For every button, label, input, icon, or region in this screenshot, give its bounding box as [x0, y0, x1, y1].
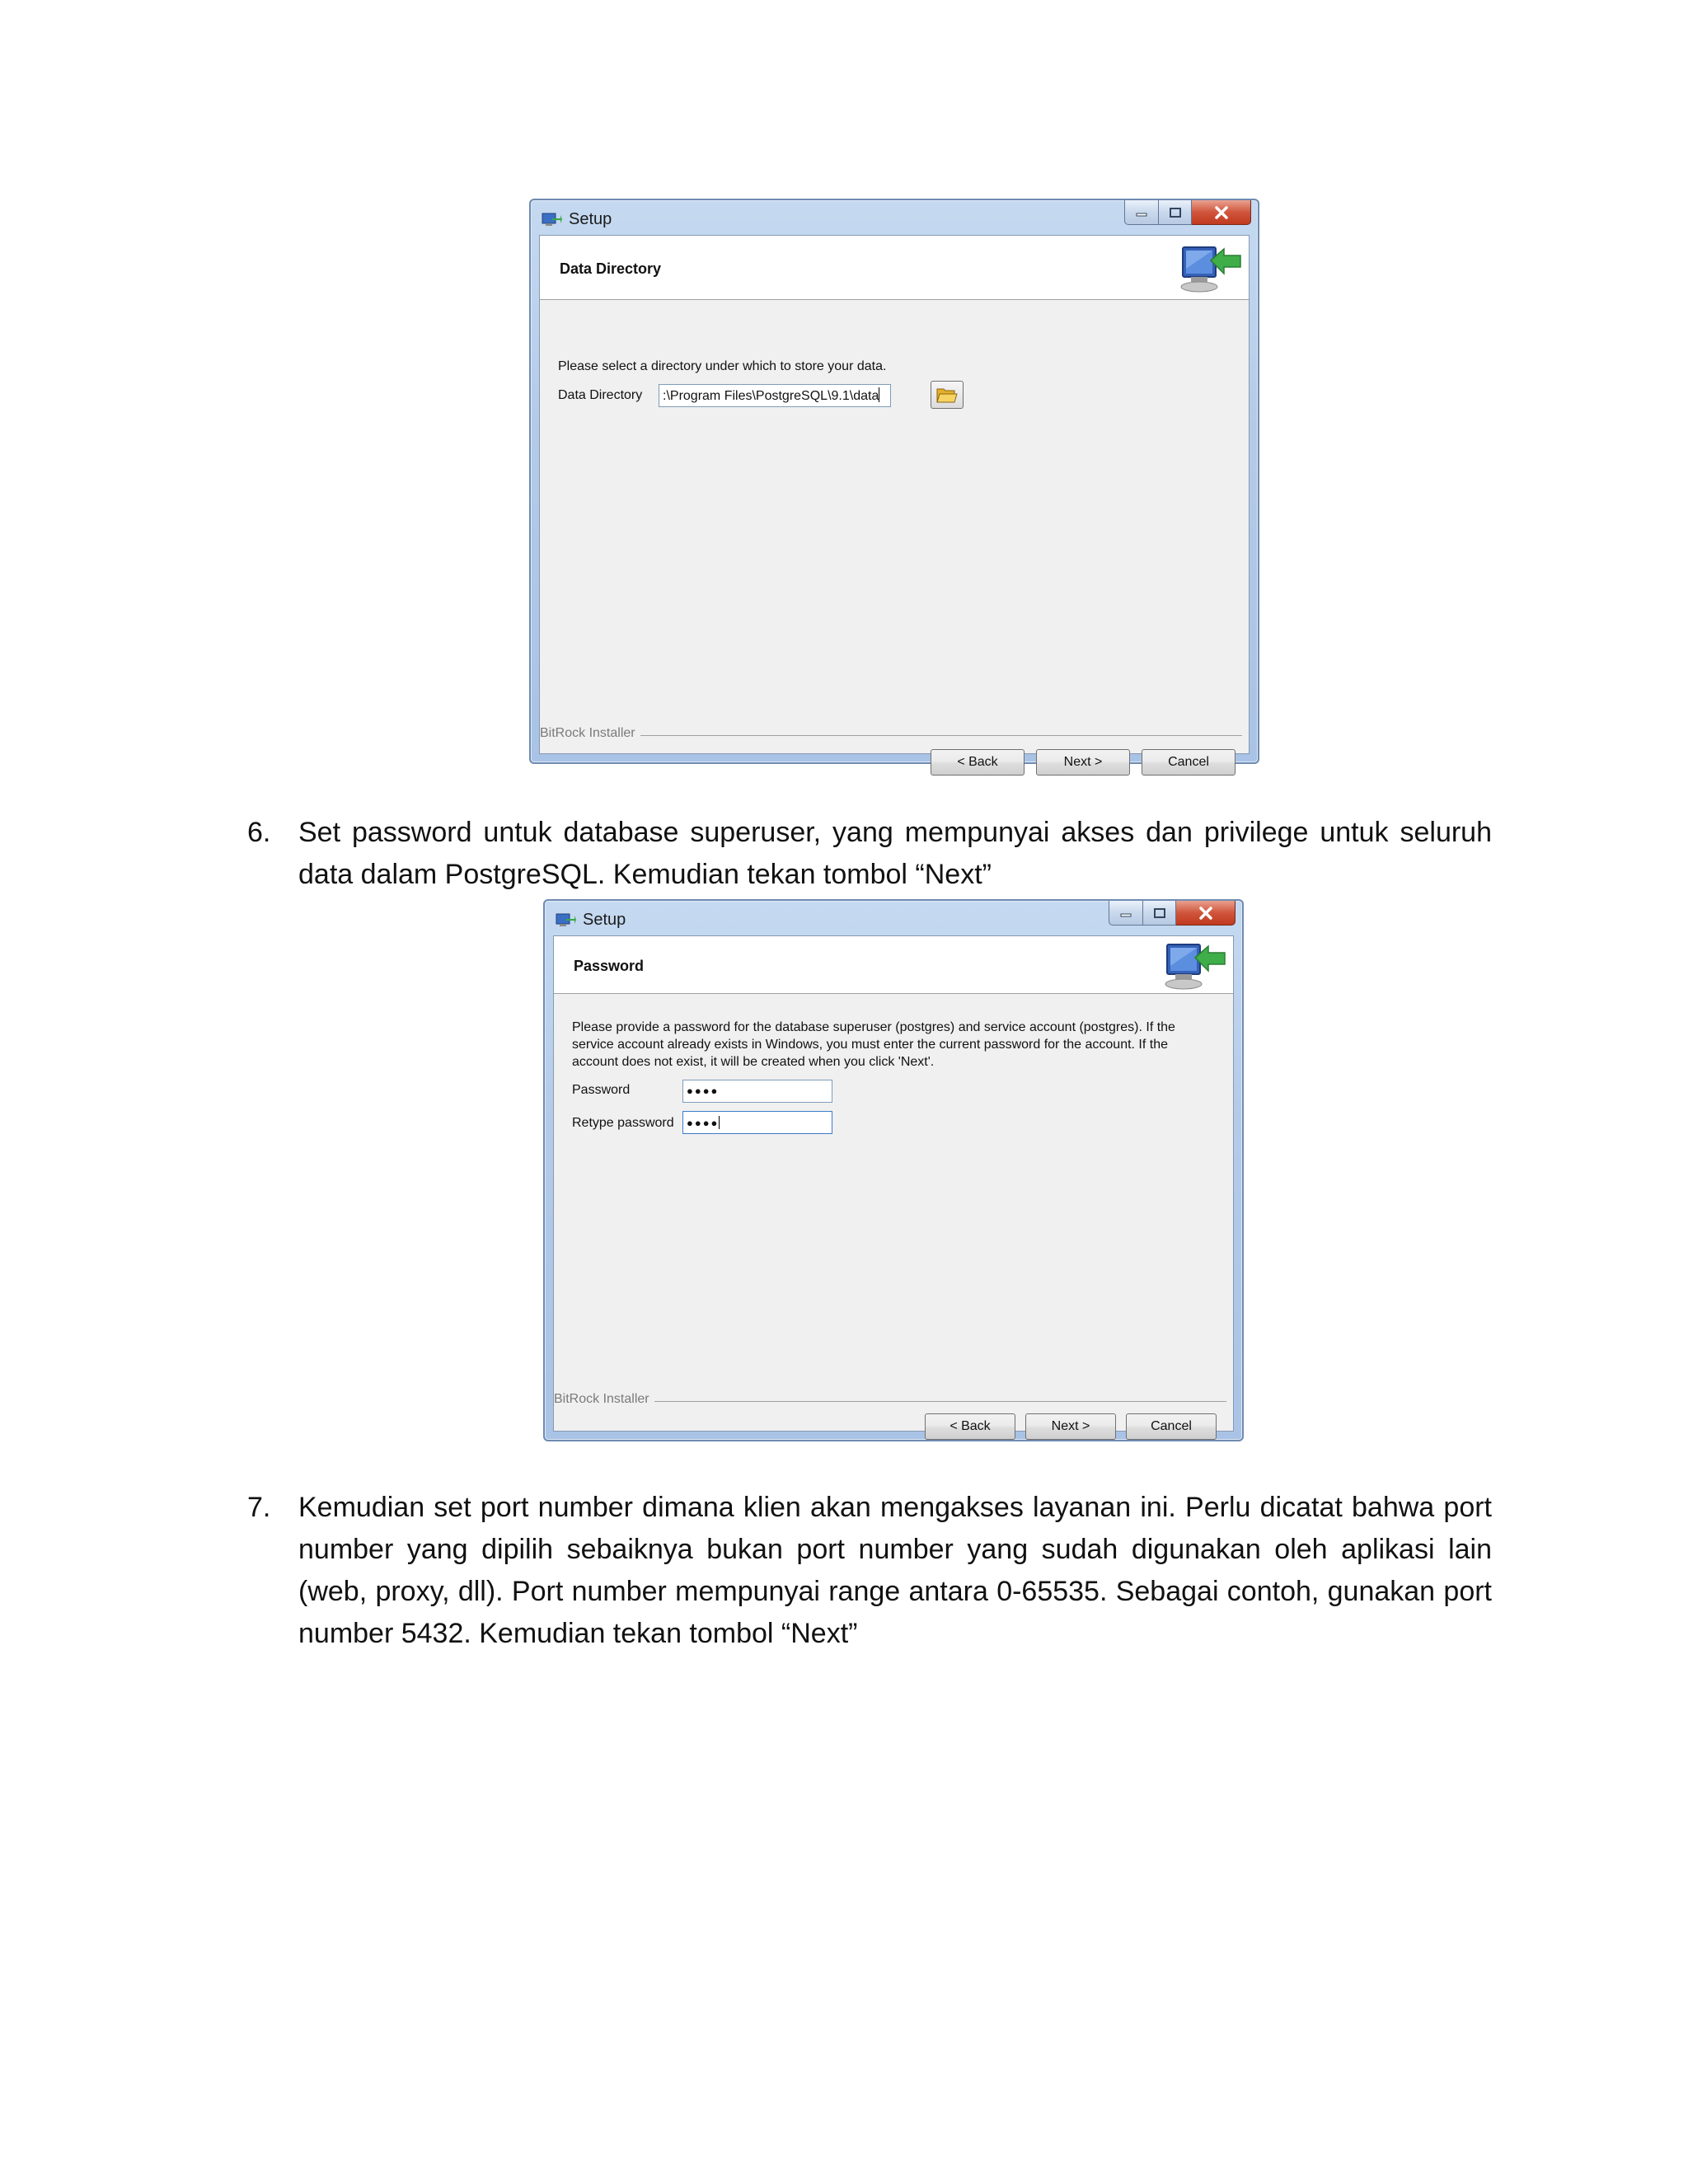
setup-window-password [543, 899, 1244, 1441]
step-number: 6. [247, 817, 271, 848]
step-number: 7. [247, 1492, 271, 1523]
minimize-icon [1136, 209, 1147, 217]
browse-folder-button[interactable] [931, 381, 964, 409]
caption-buttons [1109, 901, 1236, 926]
minimize-button[interactable] [1124, 200, 1159, 225]
folder-icon [936, 386, 958, 404]
window-client-area [539, 235, 1250, 769]
app-icon [541, 210, 562, 228]
instruction-text: Please select a directory under which to store your data. [558, 359, 887, 373]
step-6 [247, 812, 1492, 896]
title-bar[interactable] [531, 200, 1258, 235]
close-icon [1198, 907, 1213, 920]
close-button[interactable] [1176, 901, 1236, 926]
footer-separator [554, 1401, 1226, 1402]
window-title: Setup [569, 210, 612, 228]
retype-password-label: Retype password [572, 1116, 674, 1130]
app-icon [555, 911, 576, 929]
wizard-header [554, 936, 1233, 994]
retype-password-value: ●●●● [687, 1117, 720, 1129]
brand-label: BitRock Installer [540, 726, 640, 741]
cancel-button[interactable]: Cancel [1142, 749, 1236, 776]
password-value: ●●●● [687, 1085, 720, 1097]
next-button[interactable]: Next > [1036, 749, 1130, 776]
cancel-button[interactable]: Cancel [1126, 1413, 1217, 1440]
title-bar[interactable] [545, 901, 1242, 935]
close-button[interactable] [1192, 200, 1251, 225]
footer-separator [540, 735, 1242, 736]
brand-label: BitRock Installer [554, 1392, 654, 1407]
password-label: Password [572, 1083, 631, 1097]
setup-window-data-directory [529, 199, 1259, 769]
caption-buttons [1124, 200, 1251, 225]
minimize-icon [1120, 909, 1132, 917]
next-button[interactable]: Next > [1025, 1413, 1116, 1440]
window-title: Setup [583, 911, 626, 929]
maximize-icon [1170, 208, 1181, 218]
close-icon [1214, 206, 1229, 219]
back-button[interactable]: < Back [931, 749, 1025, 776]
data-directory-value: :\Program Files\PostgreSQL\9.1\data [663, 389, 879, 403]
data-directory-label: Data Directory [558, 388, 643, 402]
password-input[interactable] [682, 1080, 832, 1103]
step-7 [247, 1487, 1492, 1655]
window-client-area [553, 935, 1234, 1432]
data-directory-input[interactable] [659, 384, 891, 407]
minimize-button[interactable] [1109, 901, 1143, 926]
instruction-text: Please provide a password for the database superuser (postgres) and service account (postgres). If the service account already exists in Windows, you must enter the current password for the account. If the account does not exist, it will be created when you click 'Next'. [572, 1020, 1175, 1069]
text-caret [719, 1116, 720, 1129]
installer-icon [1178, 241, 1244, 295]
step-text: Set password untuk database superuser, yang mempunyai akses dan privilege untuk seluruh data dalam PostgreSQL. Kemudian tekan tombol “Next” [298, 817, 1492, 890]
page-title: Password [574, 958, 645, 974]
maximize-button[interactable] [1159, 200, 1192, 225]
step-text: Kemudian set port number dimana klien akan mengakses layanan ini. Perlu dicatat bahwa port number yang dipilih sebaiknya bukan port number yang sudah digunakan oleh aplikasi lain (web, proxy, dll). Port number mempunyai range antara 0-65535. Sebagai contoh, gunakan port number 5432. Kemudian tekan tombol “Next” [298, 1492, 1492, 1649]
retype-password-input[interactable] [682, 1111, 832, 1134]
maximize-button[interactable] [1143, 901, 1176, 926]
wizard-header [540, 236, 1249, 300]
installer-icon [1162, 938, 1228, 992]
maximize-icon [1154, 908, 1165, 918]
page-title: Data Directory [560, 260, 662, 277]
back-button[interactable]: < Back [925, 1413, 1015, 1440]
